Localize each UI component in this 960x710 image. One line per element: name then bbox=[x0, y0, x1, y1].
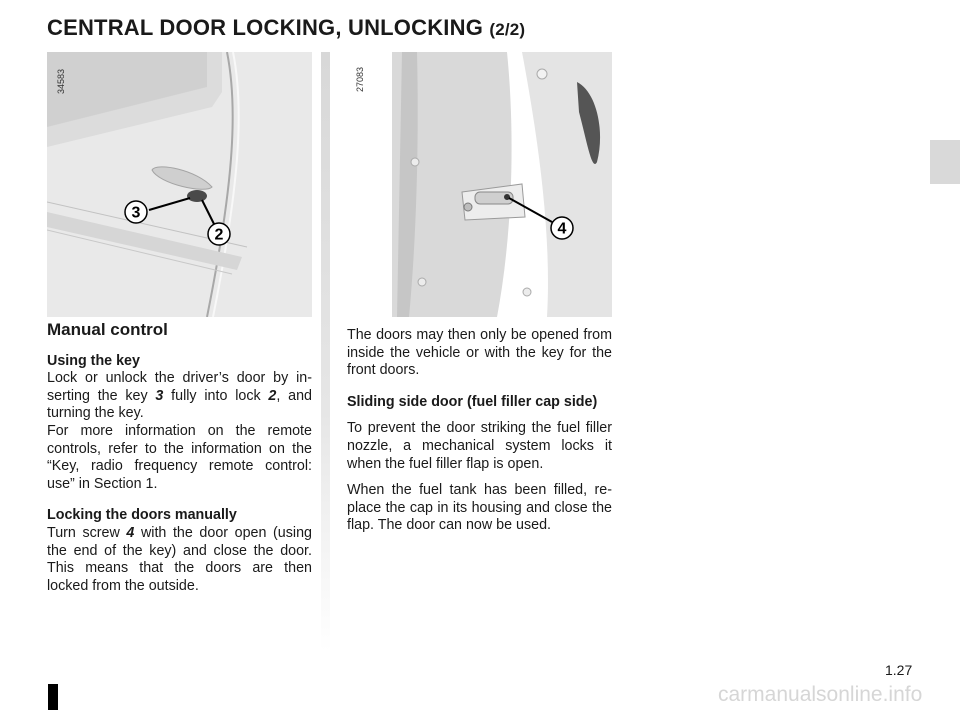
page-title-suffix: (2/2) bbox=[489, 20, 526, 39]
column-divider bbox=[321, 52, 330, 652]
door-handle-drawing bbox=[47, 52, 312, 317]
figure-code-left: 34583 bbox=[56, 68, 66, 94]
corner-mark bbox=[48, 684, 58, 710]
using-key-paragraph bbox=[47, 370, 312, 423]
lock-number: 2 bbox=[268, 387, 277, 404]
figure-code-right: 27083 bbox=[355, 66, 365, 92]
refill-paragraph: When the fuel tank has been filled, re-place the cap in its housing and close the flap. The door can now be used. bbox=[347, 482, 612, 534]
callout-2 bbox=[207, 222, 231, 246]
locking-manually-heading: Locking the doors manually bbox=[47, 507, 237, 524]
doors-opened-paragraph: The doors may then only be opened from inside the vehicle or with the key for the front doors. bbox=[347, 327, 612, 379]
using-key-text-2: fully into lock bbox=[163, 387, 269, 404]
using-key-text-3: , and turning the key. bbox=[47, 387, 312, 422]
door-handle-illustration bbox=[47, 52, 312, 317]
locking-manually-paragraph bbox=[47, 525, 312, 595]
sliding-door-heading: Sliding side door (fuel filler cap side) bbox=[347, 393, 598, 410]
section-tab bbox=[930, 140, 960, 184]
left-column bbox=[47, 318, 312, 609]
door-latch-drawing bbox=[347, 52, 612, 317]
callout-3 bbox=[124, 200, 148, 224]
screw-number: 4 bbox=[126, 524, 135, 541]
page-number: 1.27 bbox=[885, 662, 913, 678]
using-key-heading: Using the key bbox=[47, 352, 140, 369]
callout-2-label: 2 bbox=[214, 226, 224, 244]
callout-4-label: 4 bbox=[557, 220, 567, 238]
locking-text-2: with the door open (using the end of the key) and close the door. This means that the doors are then locked from the outside. bbox=[47, 524, 312, 594]
watermark: carmanualsonline.info bbox=[718, 683, 923, 706]
using-key-text-1: Lock or unlock the driver’s door by in-serting the key bbox=[47, 370, 312, 404]
key-number: 3 bbox=[155, 387, 164, 404]
prevent-striking-paragraph: To prevent the door striking the fuel filler nozzle, a mechanical system locks it when the fuel filler flap is open. bbox=[347, 420, 612, 472]
door-latch-illustration bbox=[347, 52, 612, 317]
page-title bbox=[47, 15, 525, 41]
more-info-paragraph: For more information on the remote controls, refer to the information on the “Key, radio frequency remote control: use” in Section 1. bbox=[47, 422, 312, 492]
locking-text-1: Turn screw bbox=[47, 524, 127, 541]
callout-3-label: 3 bbox=[131, 204, 141, 222]
callout-4 bbox=[550, 216, 574, 240]
page-title-text: CENTRAL DOOR LOCKING, UNLOCKING bbox=[47, 15, 484, 40]
manual-control-heading: Manual control bbox=[47, 320, 168, 339]
right-column bbox=[347, 318, 612, 549]
